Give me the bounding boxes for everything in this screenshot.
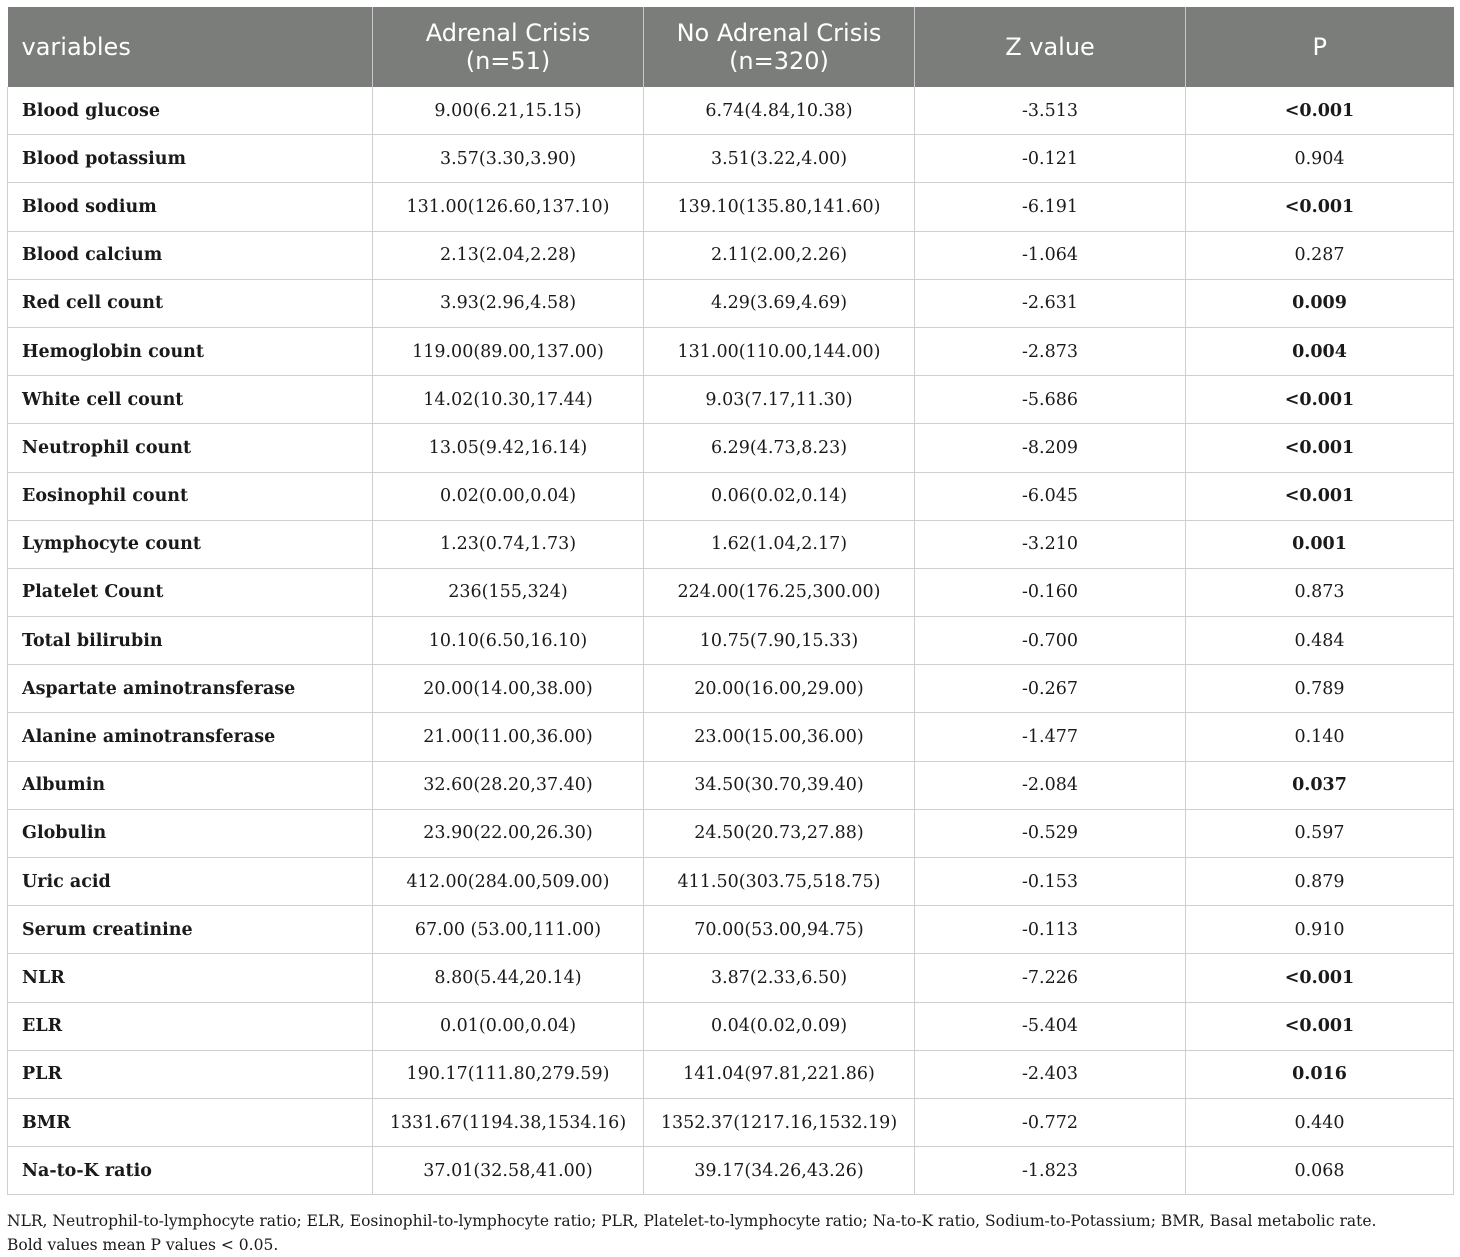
cell-p-value: 0.789 [1186, 665, 1454, 713]
cell-no-adrenal-crisis: 139.10(135.80,141.60) [644, 183, 915, 231]
cell-z-value: -2.084 [915, 761, 1186, 809]
cell-adrenal-crisis: 13.05(9.42,16.14) [373, 424, 644, 472]
cell-p-value: 0.001 [1186, 520, 1454, 568]
cell-adrenal-crisis: 37.01(32.58,41.00) [373, 1147, 644, 1195]
table-row [8, 761, 1454, 809]
cell-no-adrenal-crisis: 1352.37(1217.16,1532.19) [644, 1098, 915, 1146]
cell-adrenal-crisis: 1.23(0.74,1.73) [373, 520, 644, 568]
cell-p-value: 0.910 [1186, 906, 1454, 954]
cell-z-value: -1.064 [915, 231, 1186, 279]
cell-variable: NLR [8, 954, 373, 1002]
cell-p-value: 0.140 [1186, 713, 1454, 761]
cell-adrenal-crisis: 10.10(6.50,16.10) [373, 617, 644, 665]
cell-variable: Alanine aminotransferase [8, 713, 373, 761]
cell-no-adrenal-crisis: 3.87(2.33,6.50) [644, 954, 915, 1002]
table-row [8, 135, 1454, 183]
cell-p-value: 0.004 [1186, 327, 1454, 375]
cell-adrenal-crisis: 9.00(6.21,15.15) [373, 87, 644, 135]
table-row [8, 906, 1454, 954]
table-row [8, 954, 1454, 1002]
cell-z-value: -2.873 [915, 327, 1186, 375]
cell-z-value: -2.631 [915, 279, 1186, 327]
table-row [8, 617, 1454, 665]
table-row [8, 665, 1454, 713]
cell-z-value: -5.404 [915, 1002, 1186, 1050]
cell-p-value: <0.001 [1186, 1002, 1454, 1050]
table-row [8, 713, 1454, 761]
table-row [8, 1147, 1454, 1195]
cell-z-value: -0.529 [915, 809, 1186, 857]
cell-p-value: 0.009 [1186, 279, 1454, 327]
cell-variable: Na-to-K ratio [8, 1147, 373, 1195]
cell-no-adrenal-crisis: 411.50(303.75,518.75) [644, 858, 915, 906]
table-row [8, 327, 1454, 375]
cell-p-value: <0.001 [1186, 954, 1454, 1002]
cell-variable: Uric acid [8, 858, 373, 906]
cell-p-value: 0.879 [1186, 858, 1454, 906]
footnotes [7, 1209, 1376, 1257]
table-row [8, 520, 1454, 568]
cell-no-adrenal-crisis: 9.03(7.17,11.30) [644, 376, 915, 424]
table-row [8, 1098, 1454, 1146]
cell-z-value: -0.267 [915, 665, 1186, 713]
cell-p-value: <0.001 [1186, 183, 1454, 231]
table-row [8, 183, 1454, 231]
header-no-adrenal-crisis: No Adrenal Crisis (n=320) [644, 7, 915, 87]
cell-variable: Total bilirubin [8, 617, 373, 665]
table-row [8, 568, 1454, 616]
table-row [8, 858, 1454, 906]
cell-z-value: -6.045 [915, 472, 1186, 520]
cell-z-value: -5.686 [915, 376, 1186, 424]
cell-variable: Blood calcium [8, 231, 373, 279]
data-table [7, 7, 1454, 1195]
cell-p-value: <0.001 [1186, 87, 1454, 135]
cell-adrenal-crisis: 2.13(2.04,2.28) [373, 231, 644, 279]
cell-adrenal-crisis: 3.57(3.30,3.90) [373, 135, 644, 183]
cell-adrenal-crisis: 119.00(89.00,137.00) [373, 327, 644, 375]
cell-adrenal-crisis: 412.00(284.00,509.00) [373, 858, 644, 906]
cell-p-value: 0.287 [1186, 231, 1454, 279]
cell-no-adrenal-crisis: 0.06(0.02,0.14) [644, 472, 915, 520]
table-row [8, 279, 1454, 327]
cell-p-value: 0.037 [1186, 761, 1454, 809]
table-row [8, 231, 1454, 279]
header-adrenal-crisis: Adrenal Crisis (n=51) [373, 7, 644, 87]
table-row [8, 1002, 1454, 1050]
cell-adrenal-crisis: 0.01(0.00,0.04) [373, 1002, 644, 1050]
cell-no-adrenal-crisis: 131.00(110.00,144.00) [644, 327, 915, 375]
cell-adrenal-crisis: 32.60(28.20,37.40) [373, 761, 644, 809]
cell-adrenal-crisis: 190.17(111.80,279.59) [373, 1050, 644, 1098]
footnote-abbreviations: NLR, Neutrophil-to-lymphocyte ratio; ELR, Eosinophil-to-lymphocyte ratio; PLR, Platelet-to-lymphocyte ratio; Na-to-K ratio, Sodium-to-Potassium; BMR, Basal metabolic rate. [7, 1212, 1377, 1230]
cell-no-adrenal-crisis: 2.11(2.00,2.26) [644, 231, 915, 279]
cell-z-value: -3.210 [915, 520, 1186, 568]
cell-no-adrenal-crisis: 3.51(3.22,4.00) [644, 135, 915, 183]
cell-z-value: -0.772 [915, 1098, 1186, 1146]
cell-no-adrenal-crisis: 20.00(16.00,29.00) [644, 665, 915, 713]
cell-no-adrenal-crisis: 6.29(4.73,8.23) [644, 424, 915, 472]
cell-no-adrenal-crisis: 23.00(15.00,36.00) [644, 713, 915, 761]
cell-no-adrenal-crisis: 141.04(97.81,221.86) [644, 1050, 915, 1098]
cell-no-adrenal-crisis: 224.00(176.25,300.00) [644, 568, 915, 616]
table-container [7, 7, 1453, 1195]
cell-p-value: 0.873 [1186, 568, 1454, 616]
cell-z-value: -6.191 [915, 183, 1186, 231]
table-body [8, 87, 1454, 1195]
cell-adrenal-crisis: 21.00(11.00,36.00) [373, 713, 644, 761]
cell-no-adrenal-crisis: 39.17(34.26,43.26) [644, 1147, 915, 1195]
header-z-value: Z value [915, 7, 1186, 87]
table-row [8, 87, 1454, 135]
cell-no-adrenal-crisis: 6.74(4.84,10.38) [644, 87, 915, 135]
cell-z-value: -2.403 [915, 1050, 1186, 1098]
cell-variable: Lymphocyte count [8, 520, 373, 568]
cell-adrenal-crisis: 67.00 (53.00,111.00) [373, 906, 644, 954]
cell-variable: ELR [8, 1002, 373, 1050]
cell-z-value: -7.226 [915, 954, 1186, 1002]
cell-variable: Aspartate aminotransferase [8, 665, 373, 713]
cell-variable: Eosinophil count [8, 472, 373, 520]
cell-z-value: -0.121 [915, 135, 1186, 183]
cell-adrenal-crisis: 23.90(22.00,26.30) [373, 809, 644, 857]
cell-z-value: -8.209 [915, 424, 1186, 472]
cell-adrenal-crisis: 8.80(5.44,20.14) [373, 954, 644, 1002]
cell-adrenal-crisis: 20.00(14.00,38.00) [373, 665, 644, 713]
footnote-bold-meaning: Bold values mean P values < 0.05. [7, 1236, 279, 1254]
cell-z-value: -0.113 [915, 906, 1186, 954]
cell-no-adrenal-crisis: 10.75(7.90,15.33) [644, 617, 915, 665]
header-p: P [1186, 7, 1454, 87]
header-variables: variables [8, 7, 373, 87]
cell-adrenal-crisis: 1331.67(1194.38,1534.16) [373, 1098, 644, 1146]
cell-variable: Platelet Count [8, 568, 373, 616]
cell-no-adrenal-crisis: 70.00(53.00,94.75) [644, 906, 915, 954]
cell-variable: Albumin [8, 761, 373, 809]
cell-variable: Blood potassium [8, 135, 373, 183]
table-row [8, 472, 1454, 520]
cell-variable: Red cell count [8, 279, 373, 327]
cell-z-value: -1.477 [915, 713, 1186, 761]
cell-variable: White cell count [8, 376, 373, 424]
cell-z-value: -3.513 [915, 87, 1186, 135]
cell-variable: Globulin [8, 809, 373, 857]
cell-variable: PLR [8, 1050, 373, 1098]
cell-p-value: 0.484 [1186, 617, 1454, 665]
cell-z-value: -0.160 [915, 568, 1186, 616]
cell-p-value: 0.068 [1186, 1147, 1454, 1195]
cell-p-value: 0.904 [1186, 135, 1454, 183]
cell-variable: BMR [8, 1098, 373, 1146]
cell-variable: Neutrophil count [8, 424, 373, 472]
cell-adrenal-crisis: 3.93(2.96,4.58) [373, 279, 644, 327]
table-row [8, 1050, 1454, 1098]
cell-no-adrenal-crisis: 24.50(20.73,27.88) [644, 809, 915, 857]
cell-z-value: -0.700 [915, 617, 1186, 665]
cell-p-value: 0.016 [1186, 1050, 1454, 1098]
table-row [8, 809, 1454, 857]
cell-adrenal-crisis: 236(155,324) [373, 568, 644, 616]
cell-p-value: 0.597 [1186, 809, 1454, 857]
cell-adrenal-crisis: 131.00(126.60,137.10) [373, 183, 644, 231]
cell-p-value: 0.440 [1186, 1098, 1454, 1146]
cell-adrenal-crisis: 14.02(10.30,17.44) [373, 376, 644, 424]
cell-no-adrenal-crisis: 1.62(1.04,2.17) [644, 520, 915, 568]
cell-variable: Hemoglobin count [8, 327, 373, 375]
cell-variable: Blood sodium [8, 183, 373, 231]
header-row [8, 7, 1454, 87]
cell-variable: Blood glucose [8, 87, 373, 135]
cell-adrenal-crisis: 0.02(0.00,0.04) [373, 472, 644, 520]
cell-z-value: -0.153 [915, 858, 1186, 906]
cell-no-adrenal-crisis: 34.50(30.70,39.40) [644, 761, 915, 809]
table-row [8, 424, 1454, 472]
cell-p-value: <0.001 [1186, 424, 1454, 472]
cell-p-value: <0.001 [1186, 376, 1454, 424]
cell-no-adrenal-crisis: 0.04(0.02,0.09) [644, 1002, 915, 1050]
table-row [8, 376, 1454, 424]
cell-no-adrenal-crisis: 4.29(3.69,4.69) [644, 279, 915, 327]
cell-p-value: <0.001 [1186, 472, 1454, 520]
cell-z-value: -1.823 [915, 1147, 1186, 1195]
cell-variable: Serum creatinine [8, 906, 373, 954]
